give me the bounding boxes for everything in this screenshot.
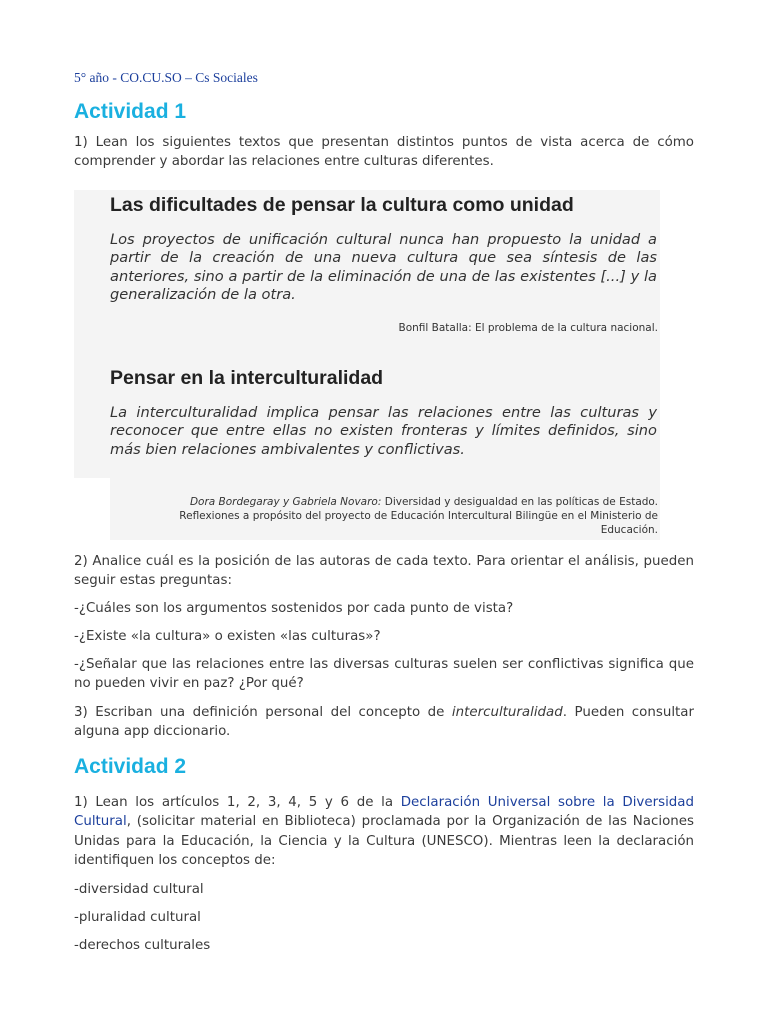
- course-header: 5° año - CO.CU.SO – Cs Sociales: [74, 70, 258, 85]
- question-2a: -¿Cuáles son los argumentos sostenidos por cada punto de vista?: [74, 601, 514, 616]
- quote-box: [74, 190, 660, 540]
- quote-1-text: Los proyectos de unificación cultural nunca han propuesto la unidad a partir de la creación de una nueva cultura que sea síntesis de las anteriores, sino a partir de la eliminación de una de las existentes [...] y la generalización de la otra.: [110, 231, 657, 304]
- quote-2-source: [98, 495, 658, 537]
- quote-2-source-line3: Educación.: [600, 524, 658, 536]
- concept-item-pluralidad: -pluralidad cultural: [74, 910, 201, 925]
- declaracion-link[interactable]: Declaración Universal sobre la Diversidad Cultural: [74, 795, 694, 830]
- quote-1-heading: Las dificultades de pensar la cultura como unidad: [110, 194, 574, 216]
- term-interculturalidad: interculturalidad: [451, 705, 563, 720]
- question-2: 2) Analice cuál es la posición de las autoras de cada texto. Para orientar el análisis, pueden seguir estas preguntas:: [74, 554, 694, 589]
- actividad-1-title: Actividad 1: [74, 100, 187, 123]
- actividad-1-instruction: 1) Lean los siguientes textos que presentan distintos puntos de vista acerca de cómo comprender y abordar las relaciones entre culturas diferentes.: [74, 135, 694, 170]
- actividad-2-title: Actividad 2: [74, 755, 187, 778]
- actividad-2-paragraph: 1) Lean los artículos 1, 2, 3, 4, 5 y 6 de la Declaración Universal sobre la Diversidad Cultural, (solicitar material en Biblioteca) proclamada por la Organización de las Naciones Unidas para la Educación, la Ciencia y la Cultura (UNESCO). Mientras leen la declaración identifiquen los conceptos de:: [74, 795, 694, 869]
- concept-item-derechos: -derechos culturales: [74, 938, 211, 953]
- question-2c: -¿Señalar que las relaciones entre las diversas culturas suelen ser conflictivas significa que no pueden vivir en paz? ¿Por qué?: [74, 657, 694, 692]
- quote-1-source: Bonfil Batalla: El problema de la cultura nacional.: [398, 322, 658, 334]
- quote-2-source-authors: Dora Bordegaray y Gabriela Novaro:: [189, 496, 382, 508]
- quote-2-heading: Pensar en la interculturalidad: [110, 367, 384, 389]
- quote-2-source-title: Diversidad y desigualdad en las políticas de Estado.: [381, 496, 658, 508]
- concept-item-diversidad: -diversidad cultural: [74, 882, 204, 897]
- question-2b: -¿Existe «la cultura» o existen «las culturas»?: [74, 629, 381, 644]
- question-3: 3) Escriban una definición personal del concepto de interculturalidad. Pueden consultar alguna app diccionario.: [74, 705, 694, 740]
- quote-2-source-line2: Reflexiones a propósito del proyecto de Educación Intercultural Bilingüe en el Ministerio de: [179, 510, 658, 522]
- quote-2-text: La interculturalidad implica pensar las relaciones entre las culturas y reconocer que entre ellas no existen fronteras y límites definidos, sino más bien relaciones ambivalentes y conflictivas.: [110, 404, 657, 458]
